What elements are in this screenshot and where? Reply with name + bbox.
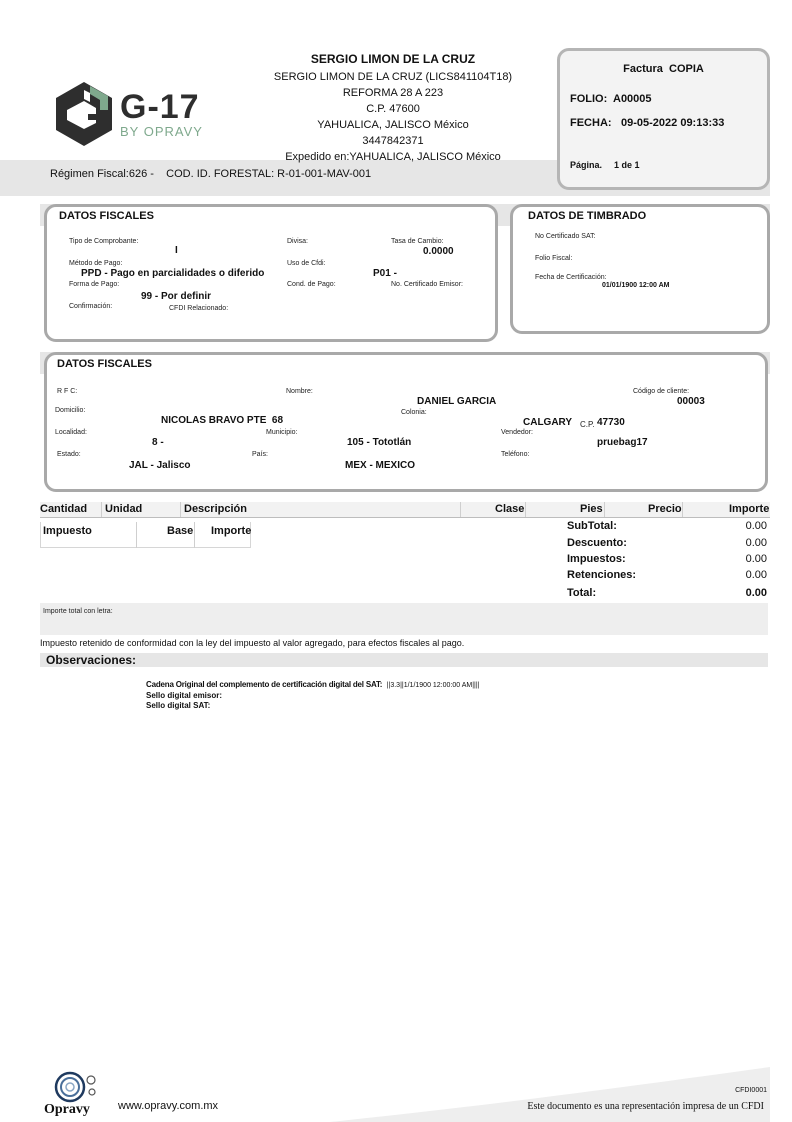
issuer-city: YAHUALICA, JALISCO México (317, 119, 469, 131)
codigo-cliente-value: 00003 (677, 396, 705, 407)
col-clase: Clase (495, 503, 525, 515)
domicilio-value: NICOLAS BRAVO PTE 68 (161, 415, 284, 426)
forma-pago-value: 99 - Por definir (141, 291, 212, 302)
datos-fiscales-title: DATOS FISCALES (59, 210, 154, 222)
tipo-comprobante-label: Tipo de Comprobante: (69, 238, 139, 245)
tipo-comprobante-value: I (175, 245, 178, 256)
municipio-label: Municipio: (266, 429, 298, 436)
logo-brand-text: G-17 (120, 88, 200, 126)
tax-col-impuesto: Impuesto (43, 525, 92, 537)
folio-fiscal-label: Folio Fiscal: (535, 255, 573, 262)
retenciones-value: 0.00 (745, 569, 767, 581)
fecha-certificacion-label: Fecha de Certificación: (535, 274, 607, 281)
sello-emisor-label: Sello digital emisor: (146, 691, 223, 700)
col-cantidad: Cantidad (40, 503, 88, 515)
issuer-expedido: Expedido en:YAHUALICA, JALISCO México (285, 151, 501, 163)
cadena-original-value: ||3.3||1/1/1900 12:00:00 AM|||| (386, 682, 480, 689)
pais-label: País: (252, 451, 268, 458)
descuento-value: 0.00 (745, 537, 767, 549)
logo-sub-text: BY OPRAVY (120, 124, 203, 139)
tax-sep-2 (194, 522, 195, 548)
nombre-value: DANIEL GARCIA (417, 396, 497, 407)
tasa-cambio-label: Tasa de Cambio: (391, 238, 444, 245)
tasa-cambio-value: 0.0000 (423, 246, 454, 257)
opravy-circles-icon (50, 1070, 106, 1104)
footer-wave-decoration (0, 1062, 792, 1122)
vendedor-label: Vendedor: (501, 429, 533, 436)
subtotal-value: 0.00 (745, 520, 767, 532)
divisa-label: Divisa: (287, 238, 309, 245)
invoice-title: Factura COPIA (623, 63, 704, 75)
col-pies: Pies (580, 503, 603, 515)
col-sep-1 (101, 502, 102, 517)
subtotal-label: SubTotal: (567, 520, 617, 532)
datos-fiscales-box (44, 204, 498, 342)
sello-sat-label: Sello digital SAT: (146, 701, 211, 710)
localidad-value: 8 - (152, 437, 164, 448)
datos-timbrado-box (510, 204, 770, 334)
observaciones-label: Observaciones: (46, 653, 137, 667)
regimen-fiscal-line: Régimen Fiscal:626 - COD. ID. FORESTAL: R-01-001-MAV-001 (50, 168, 372, 180)
retencion-note: Impuesto retenido de conformidad con la ley del impuesto al valor agregado, para efectos fiscales al pago. (40, 638, 465, 648)
issuer-street: REFORMA 28 A 223 (342, 87, 444, 99)
issuer-name-rfc: SERGIO LIMON DE LA CRUZ (LICS841104T18) (273, 71, 513, 83)
uso-cfdi-label: Uso de Cfdi: (287, 260, 326, 267)
g17-logo-mark-icon (50, 80, 118, 148)
col-sep-2 (180, 502, 181, 517)
no-certificado-sat-label: No Certificado SAT: (535, 233, 596, 240)
col-precio: Precio (648, 503, 682, 515)
cp-label: C.P. (580, 420, 595, 429)
footer-code: CFDI0001 (735, 1087, 767, 1094)
municipio-value: 105 - Tototlán (347, 437, 412, 448)
col-descripcion: Descripción (184, 503, 247, 515)
cliente-box (44, 352, 768, 492)
pagina-value: 1 de 1 (614, 160, 640, 170)
localidad-label: Localidad: (55, 429, 87, 436)
folio-value: A00005 (613, 93, 652, 105)
impuestos-value: 0.00 (745, 553, 767, 565)
tax-sep-1 (136, 522, 137, 548)
colonia-label: Colonia: (401, 409, 427, 416)
importe-letra-label: Importe total con letra: (43, 608, 113, 615)
confirmacion-label: Confirmación: (69, 303, 113, 310)
issuer-cp: C.P. 47600 (366, 103, 420, 115)
uso-cfdi-value: P01 - (373, 268, 397, 279)
cadena-original-block (146, 678, 646, 711)
impuestos-label: Impuestos: (567, 553, 626, 565)
estado-value: JAL - Jalisco (129, 460, 191, 471)
importe-letra-band (40, 603, 768, 635)
forma-pago-label: Forma de Pago: (69, 281, 120, 288)
codigo-cliente-label: Código de cliente: (633, 388, 690, 395)
domicilio-label: Domicilio: (55, 407, 86, 414)
fecha-value: 09-05-2022 09:13:33 (621, 117, 725, 129)
nombre-label: Nombre: (286, 388, 313, 395)
tax-col-base: Base (167, 525, 194, 537)
cfdi-relacionado-label: CFDI Relacionado: (169, 305, 229, 312)
issuer-phone: 3447842371 (362, 135, 424, 147)
estado-label: Estado: (57, 451, 81, 458)
items-header-underline (40, 517, 770, 518)
opravy-logo (44, 1070, 106, 1120)
cond-pago-label: Cond. de Pago: (287, 281, 336, 288)
rfc-label: R F C: (57, 388, 78, 395)
vendedor-value: pruebag17 (597, 437, 648, 448)
retenciones-label: Retenciones: (567, 569, 637, 581)
cadena-original-label: Cadena Original del complemento de certificación digital del SAT: (146, 680, 383, 689)
col-sep-3 (460, 502, 461, 517)
total-value: 0.00 (745, 587, 767, 599)
total-label: Total: (567, 587, 597, 599)
metodo-pago-label: Método de Pago: (69, 260, 123, 267)
observaciones-band (40, 653, 768, 667)
folio-label: FOLIO: (570, 93, 608, 105)
descuento-label: Descuento: (567, 537, 627, 549)
pais-value: MEX - MEXICO (345, 460, 416, 471)
invoice-info-box (557, 48, 770, 190)
fecha-label: FECHA: (570, 117, 612, 129)
issuer-name: SERGIO LIMON DE LA CRUZ (310, 52, 476, 66)
footer-note: Este documento es una representación impresa de un CFDI (527, 1101, 764, 1112)
col-unidad: Unidad (105, 503, 143, 515)
fecha-certificacion-value: 01/01/1900 12:00 AM (602, 282, 670, 289)
col-sep-4 (525, 502, 526, 517)
no-certificado-emisor-label: No. Certificado Emisor: (391, 281, 463, 288)
colonia-value: CALGARY (523, 417, 573, 428)
footer-url[interactable]: www.opravy.com.mx (118, 1100, 219, 1112)
col-sep-6 (682, 502, 683, 517)
cliente-title: DATOS FISCALES (57, 358, 152, 370)
opravy-brand-text: Opravy (44, 1102, 90, 1117)
pagina-label: Página. (570, 160, 603, 170)
col-importe: Importe (729, 503, 770, 515)
cp-value: 47730 (597, 417, 625, 428)
datos-timbrado-title: DATOS DE TIMBRADO (528, 210, 647, 222)
telefono-label: Teléfono: (501, 451, 530, 458)
metodo-pago-value: PPD - Pago en parcialidades o diferido (81, 268, 265, 279)
issuer-block (258, 52, 528, 165)
company-logo (50, 80, 230, 150)
tax-col-importe: Importe (211, 525, 252, 537)
col-sep-5 (604, 502, 605, 517)
